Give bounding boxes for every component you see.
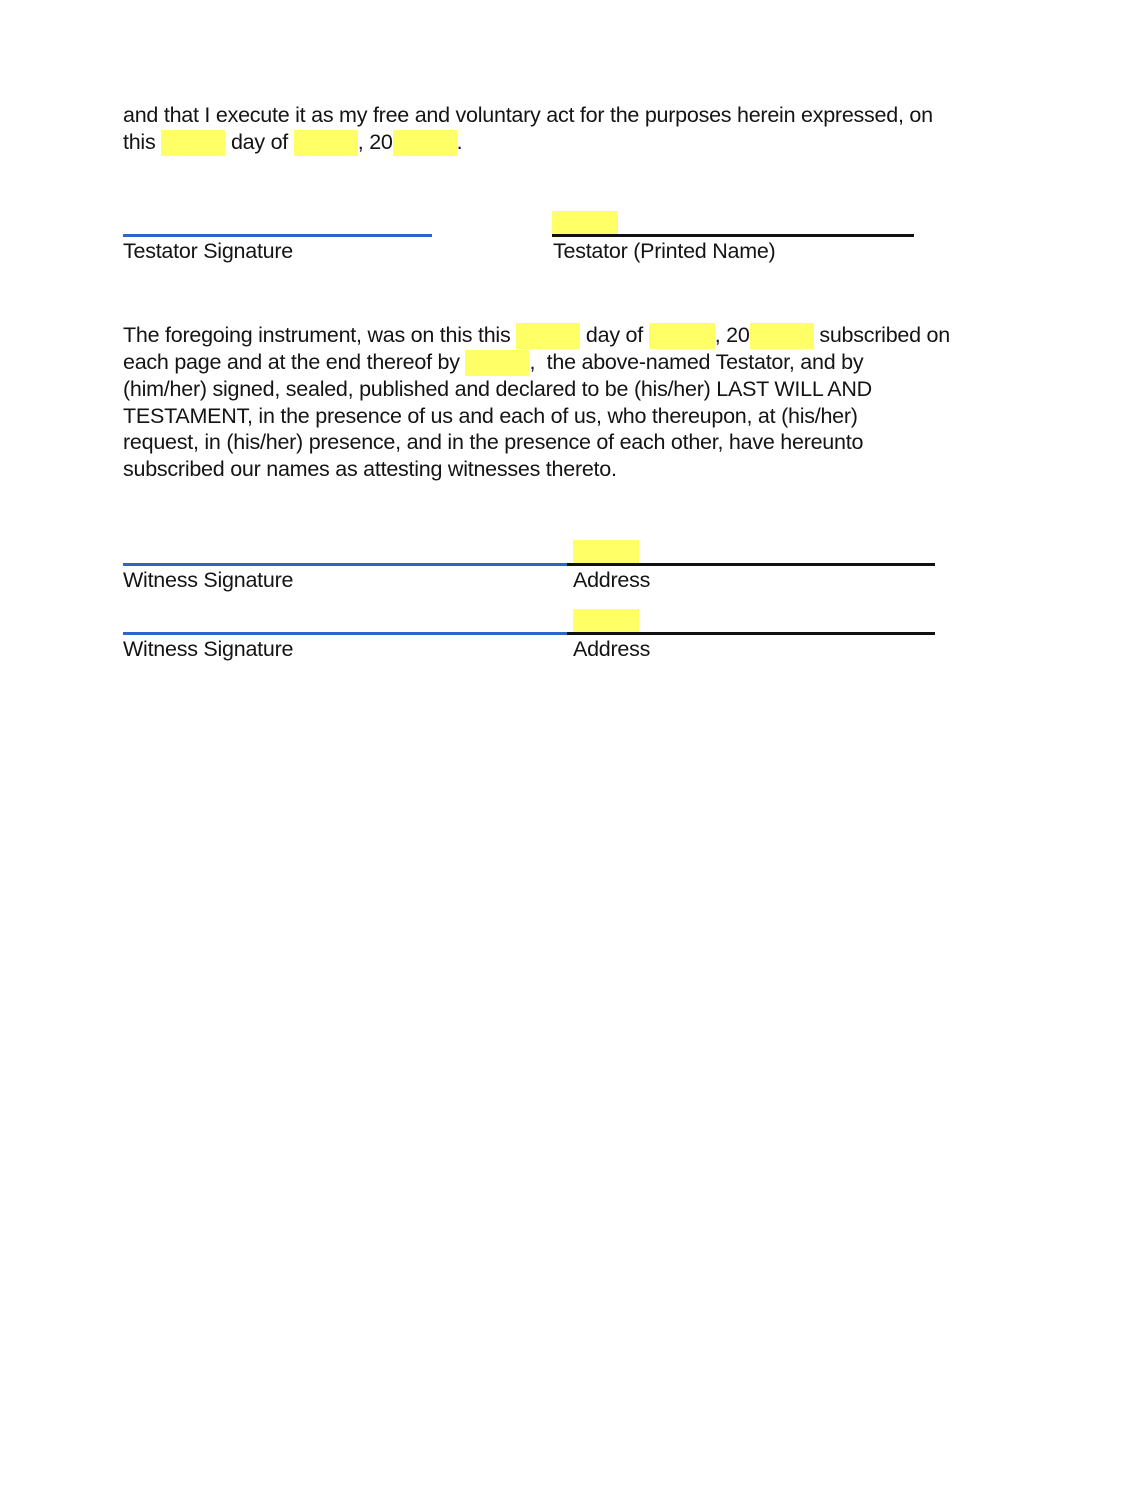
attestation-line-3: (him/her) signed, sealed, published and declared to be (his/her) LAST WILL AND <box>123 377 872 401</box>
witness-1-address-label: Address <box>573 568 651 592</box>
testator-printed-name-label: Testator (Printed Name) <box>553 239 776 263</box>
witness-1-address-field[interactable] <box>573 540 639 564</box>
witness-1-signature-label: Witness Signature <box>123 568 294 592</box>
attestation-line-6: subscribed our names as attesting witnesses thereto. <box>123 456 617 481</box>
subscribed-on-text: subscribed on <box>819 323 950 347</box>
attestation-line-2-start: each page and at the end thereof by <box>123 350 460 374</box>
attestation-line-1-start: The foregoing instrument, was on this this <box>123 323 511 347</box>
execution-year-field[interactable] <box>393 130 457 156</box>
attestation-year-field[interactable] <box>750 323 814 349</box>
execution-month-field[interactable] <box>294 130 358 156</box>
attestation-day-field[interactable] <box>516 323 580 349</box>
attestation-line-5: request, in (his/her) presence, and in the presence of each other, have hereunto <box>123 430 864 454</box>
testator-signature-line[interactable] <box>123 234 432 237</box>
witness-1-signature-line[interactable] <box>123 563 567 566</box>
attestation-day-of-text: day of <box>585 323 643 347</box>
period-text: . <box>456 129 463 154</box>
execution-clause-line-1: and that I execute it as my free and voluntary act for the purposes herein expressed, on <box>123 103 933 127</box>
execution-day-field[interactable] <box>161 130 225 156</box>
attestation-comma-20-text: , 20 <box>714 323 750 347</box>
attestation-line-4: TESTAMENT, in the presence of us and each of us, who thereupon, at (his/her) <box>123 403 858 428</box>
attestation-line-1 <box>123 322 1023 349</box>
witness-2-address-field[interactable] <box>573 609 639 633</box>
witness-2-address-label: Address <box>573 637 651 661</box>
testator-signature-label: Testator Signature <box>123 239 293 263</box>
execution-clause <box>123 102 1023 156</box>
comma-20-text: , 20 <box>357 129 393 154</box>
testator-printed-name-line <box>552 234 914 237</box>
testator-name-field[interactable] <box>465 350 529 376</box>
execution-clause-line-2 <box>123 129 1023 156</box>
attestation-line-2-end: , the above-named Testator, and by <box>529 350 864 374</box>
witness-2-address-line <box>567 632 935 635</box>
witness-2-signature-line[interactable] <box>123 632 567 635</box>
witness-1-address-line <box>567 563 935 566</box>
this-word: this <box>123 129 156 154</box>
witness-2-signature-label: Witness Signature <box>123 637 294 661</box>
testator-printed-name-field[interactable] <box>552 211 618 235</box>
attestation-line-2 <box>123 349 1023 376</box>
day-of-text: day of <box>230 129 289 154</box>
attestation-clause <box>123 322 1023 482</box>
attestation-month-field[interactable] <box>649 323 715 349</box>
